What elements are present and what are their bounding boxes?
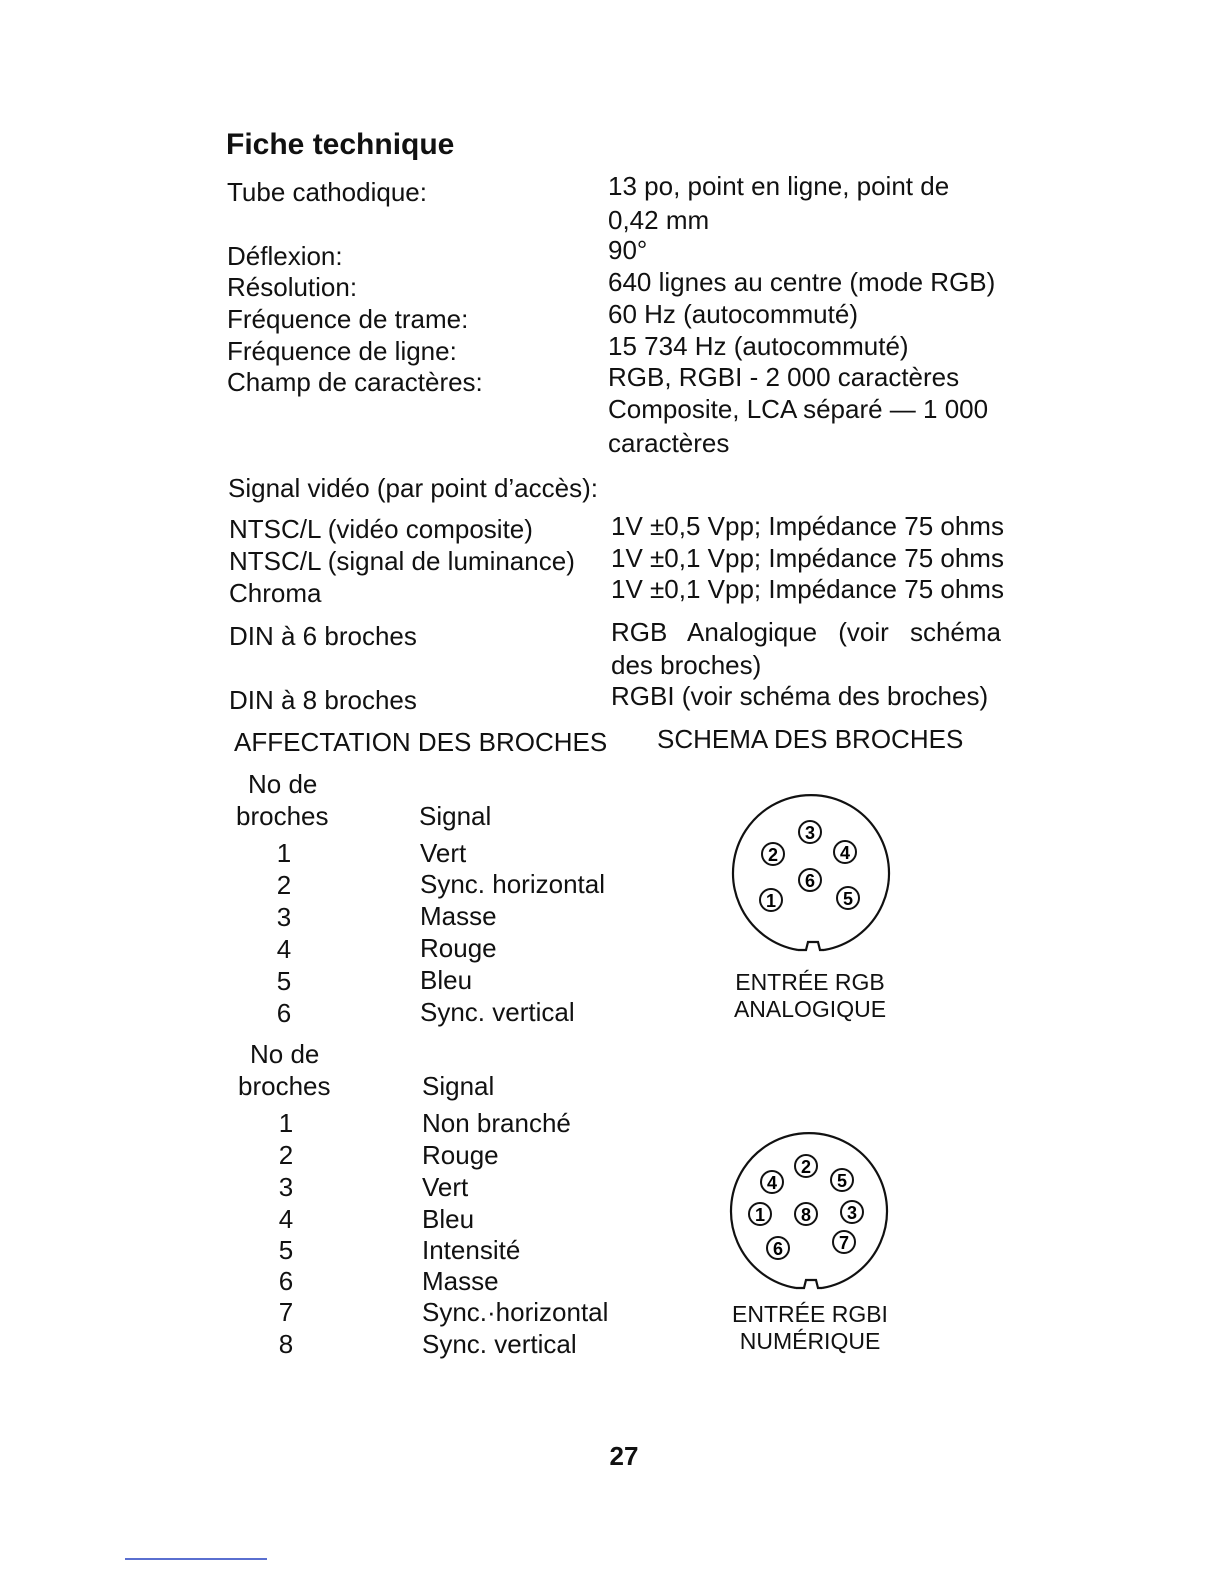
pin-circle [831,1169,853,1191]
pin-circle [795,1203,817,1225]
chroma-label: Chroma [229,578,322,608]
pin-number: 6 [278,1266,294,1296]
spec-value-champ-1: RGB, RGBI - 2 000 caractères [608,362,960,392]
pin-circle [760,889,782,911]
spec-value-trame: 60 Hz (autocommuté) [608,299,858,329]
connector1-caption-2: ANALOGIQUE [733,996,887,1022]
pin-signal: Vert [420,838,467,868]
spec-label-tube: Tube cathodique: [227,177,427,207]
svg-text:4: 4 [839,843,851,863]
page-number: 27 [609,1441,639,1471]
spec-value-champ-2: Composite, LCA séparé — 1 000 [608,394,989,424]
din6-value-2: des broches) [611,650,762,680]
din8-value: RGBI (voir schéma des broches) [611,681,989,711]
pin-number: 1 [276,838,292,868]
ntsc-luminance-label: NTSC/L (signal de luminance) [229,546,575,576]
spec-label-champ: Champ de caractères: [227,367,483,397]
pin-number: 4 [278,1204,294,1234]
col-header-signal: Signal [419,801,492,831]
svg-text:6: 6 [772,1239,784,1259]
svg-text:6: 6 [804,871,816,891]
col-header-broches: broches [236,801,329,831]
din6-label: DIN à 6 broches [229,621,417,651]
pin-signal: Masse [422,1266,499,1296]
signal-video-heading: Signal vidéo (par point d’accès): [228,473,598,503]
connector-key [798,942,824,950]
svg-text:3: 3 [846,1203,858,1223]
pin-number: 1 [278,1108,294,1138]
pin-signal: Masse [420,901,497,931]
spec-value-deflexion: 90° [608,235,648,265]
affectation-heading: AFFECTATION DES BROCHES [234,727,608,757]
ntsc-luminance-value: 1V ±0,1 Vpp; Impédance 75 ohms [611,543,1004,573]
pin-number: 6 [276,998,292,1028]
pin-number: 8 [278,1329,294,1359]
pin-signal: Vert [422,1172,469,1202]
svg-text:1: 1 [765,891,777,911]
col-header-no: No de [248,769,318,799]
pin-circle [833,1231,855,1253]
connector-key [796,1280,822,1288]
pin-circle [841,1201,863,1223]
col-header-no: No de [250,1039,320,1069]
pin-number: 4 [276,934,292,964]
pin-signal: Non branché [422,1108,571,1138]
ntsc-composite-value: 1V ±0,5 Vpp; Impédance 75 ohms [611,511,1004,541]
spec-label-trame: Fréquence de trame: [227,304,469,334]
din8-label: DIN à 8 broches [229,685,417,715]
pin-signal: Sync. vertical [422,1329,577,1359]
footer-rule [125,1558,267,1560]
pin-signal: Bleu [420,965,473,995]
svg-text:3: 3 [804,823,816,843]
pin-circle [799,821,821,843]
col-header-broches: broches [238,1071,331,1101]
svg-text:1: 1 [754,1205,766,1225]
pin-circle [762,843,784,865]
pin-circle [761,1171,783,1193]
svg-text:4: 4 [766,1173,778,1193]
svg-text:2: 2 [800,1157,812,1177]
spec-value-resolution: 640 lignes au centre (mode RGB) [608,267,996,297]
pin-signal: Sync.·horizontal [422,1297,609,1327]
din6-value-1: RGB Analogique (voir schéma [611,617,1001,647]
pin-signal: Rouge [422,1140,499,1170]
pin-circle [834,841,856,863]
chroma-value: 1V ±0,1 Vpp; Impédance 75 ohms [611,574,1004,604]
din6-connector-diagram [728,792,892,964]
spec-value-tube-1: 13 po, point en ligne, point de [608,171,950,201]
connector2-caption-1: ENTRÉE RGBI [732,1301,888,1327]
pin-number: 2 [278,1140,294,1170]
spec-label-resolution: Résolution: [227,272,358,302]
pin-number: 5 [276,966,292,996]
spec-value-ligne: 15 734 Hz (autocommuté) [608,331,909,361]
pin-circle [799,869,821,891]
pin-number: 7 [278,1297,294,1327]
svg-text:5: 5 [842,889,854,909]
col-header-signal: Signal [422,1071,495,1101]
ntsc-composite-label: NTSC/L (vidéo composite) [229,514,533,544]
page-title: Fiche technique [226,128,455,161]
spec-value-champ-3: caractères [608,428,730,458]
pin-number: 3 [276,902,292,932]
pin-number: 3 [278,1172,294,1202]
connector2-caption-2: NUMÉRIQUE [739,1328,881,1354]
schema-heading: SCHEMA DES BROCHES [657,724,964,754]
pin-signal: Bleu [422,1204,475,1234]
pin-signal: Intensité [422,1235,521,1265]
pin-signal: Rouge [420,933,497,963]
pin-circle [749,1203,771,1225]
pin-number: 5 [278,1235,294,1265]
spec-value-tube-2: 0,42 mm [608,205,710,235]
svg-text:7: 7 [838,1233,850,1253]
connector1-caption-1: ENTRÉE RGB [735,969,885,995]
pin-signal: Sync. vertical [420,997,575,1027]
pin-signal: Sync. horizontal [420,869,605,899]
svg-text:5: 5 [836,1171,848,1191]
din8-connector-diagram [726,1130,890,1302]
pin-circle [795,1155,817,1177]
pin-number: 2 [276,870,292,900]
pin-circle [837,887,859,909]
svg-text:8: 8 [800,1205,812,1225]
pin-circle [767,1237,789,1259]
spec-label-deflexion: Déflexion: [227,241,343,271]
svg-text:2: 2 [767,845,779,865]
spec-label-ligne: Fréquence de ligne: [227,336,457,366]
